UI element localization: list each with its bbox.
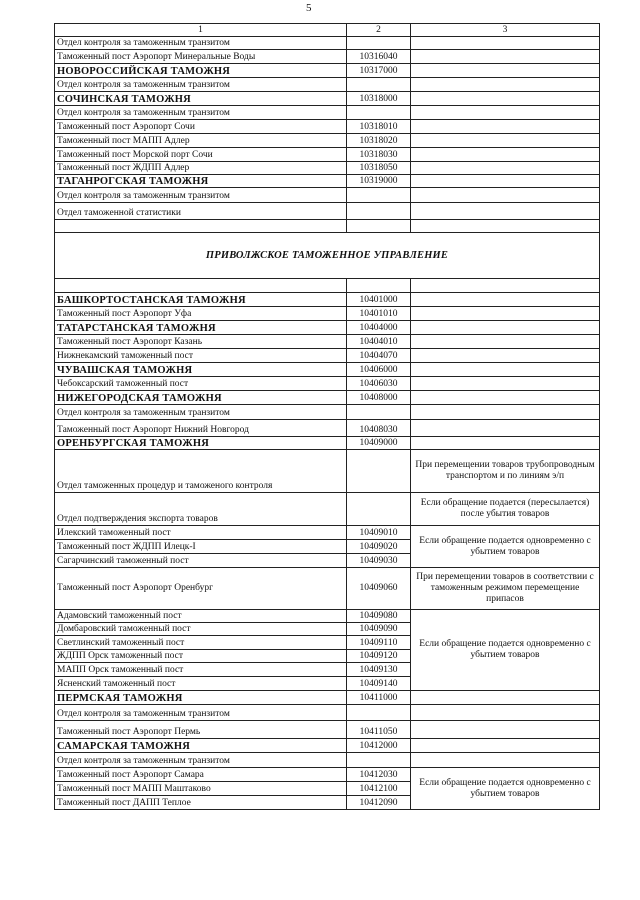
note-cell [411, 691, 600, 705]
table-row [55, 377, 600, 391]
office-name [55, 220, 347, 233]
office-name: Отдел контроля за таможенным транзитом [55, 37, 347, 50]
table-row [55, 220, 600, 233]
office-code: 10318000 [347, 92, 411, 106]
note-cell [411, 363, 600, 377]
table-row [55, 739, 600, 753]
office-name: ЧУВАШСКАЯ ТАМОЖНЯ [55, 363, 347, 377]
office-name: ТАГАНРОГСКАЯ ТАМОЖНЯ [55, 175, 347, 188]
table-row [55, 391, 600, 405]
office-code [347, 753, 411, 768]
office-name: Светлинский таможенный пост [55, 636, 347, 650]
office-name: Таможенный пост Аэропорт Казань [55, 335, 347, 349]
table-row [55, 92, 600, 106]
office-name: НИЖЕГОРОДСКАЯ ТАМОЖНЯ [55, 391, 347, 405]
office-name: Отдел контроля за таможенным транзитом [55, 78, 347, 92]
note-cell [411, 92, 600, 106]
office-code: 10319000 [347, 175, 411, 188]
note-cell [411, 377, 600, 391]
table-row [55, 768, 600, 782]
office-code [347, 203, 411, 220]
office-code: 10409140 [347, 677, 411, 691]
office-code: 10412000 [347, 739, 411, 753]
office-code [347, 188, 411, 203]
table-row [55, 335, 600, 349]
note-cell [411, 335, 600, 349]
table-row [55, 321, 600, 335]
table-row [55, 526, 600, 540]
section-row [55, 233, 600, 279]
office-code: 10401010 [347, 307, 411, 321]
table-row [55, 307, 600, 321]
note-cell [411, 739, 600, 753]
table-row [55, 721, 600, 739]
office-name: Таможенный пост ЖДПП Илецк-I [55, 540, 347, 554]
office-name: Домбаровский таможенный пост [55, 623, 347, 636]
office-code: 10409000 [347, 437, 411, 450]
office-name: Таможенный пост ЖДПП Адлер [55, 162, 347, 175]
note-cell [411, 106, 600, 120]
office-name: Таможенный пост Аэропорт Пермь [55, 721, 347, 739]
table-row [55, 279, 600, 293]
office-code [347, 493, 411, 526]
note-cell [411, 175, 600, 188]
office-code: 10408030 [347, 420, 411, 437]
office-code: 10409110 [347, 636, 411, 650]
note-cell [411, 37, 600, 50]
office-name: Отдел таможенной статистики [55, 203, 347, 220]
note-cell: Если обращение подается одновременно с убытием товаров [411, 526, 600, 568]
office-name: ОРЕНБУРГСКАЯ ТАМОЖНЯ [55, 437, 347, 450]
note-cell [411, 220, 600, 233]
office-name: Сагарчинский таможенный пост [55, 554, 347, 568]
note-cell [411, 279, 600, 293]
office-name: ЖДПП Орск таможенный пост [55, 650, 347, 663]
note-cell [411, 705, 600, 721]
office-code [347, 37, 411, 50]
office-name: Таможенный пост Аэропорт Оренбург [55, 568, 347, 610]
office-name: Отдел контроля за таможенным транзитом [55, 106, 347, 120]
office-code [347, 279, 411, 293]
office-code [347, 705, 411, 721]
table-row [55, 148, 600, 162]
note-cell [411, 162, 600, 175]
office-name: Чебоксарский таможенный пост [55, 377, 347, 391]
column-header-2: 2 [347, 24, 411, 37]
table-row [55, 493, 600, 526]
office-name: Таможенный пост Аэропорт Нижний Новгород [55, 420, 347, 437]
office-code: 10409080 [347, 610, 411, 623]
office-code: 10404000 [347, 321, 411, 335]
office-name: Таможенный пост МАПП Адлер [55, 134, 347, 148]
note-cell [411, 50, 600, 64]
office-name: Отдел контроля за таможенным транзитом [55, 405, 347, 420]
office-code: 10318020 [347, 134, 411, 148]
page-number: 5 [306, 2, 312, 14]
office-code: 10316040 [347, 50, 411, 64]
note-cell [411, 188, 600, 203]
office-code: 10412100 [347, 782, 411, 796]
note-cell [411, 721, 600, 739]
office-name: Адамовский таможенный пост [55, 610, 347, 623]
table-row [55, 437, 600, 450]
office-name: Таможенный пост Аэропорт Сочи [55, 120, 347, 134]
table-row [55, 363, 600, 377]
office-name: СОЧИНСКАЯ ТАМОЖНЯ [55, 92, 347, 106]
office-name: Отдел контроля за таможенным транзитом [55, 753, 347, 768]
office-code: 10318010 [347, 120, 411, 134]
note-cell [411, 349, 600, 363]
office-name: Отдел таможенных процедур и таможеного контроля [55, 450, 347, 493]
note-cell: Если обращение подается (пересылается) после убытия товаров [411, 493, 600, 526]
office-name: Отдел подтверждения экспорта товаров [55, 493, 347, 526]
table-row [55, 753, 600, 768]
office-code: 10409010 [347, 526, 411, 540]
note-cell [411, 293, 600, 307]
column-header-row [55, 24, 600, 37]
table-row [55, 691, 600, 705]
office-code: 10409130 [347, 663, 411, 677]
office-code: 10404010 [347, 335, 411, 349]
note-cell: При перемещении товаров трубопроводным транспортом и по линиям э/п [411, 450, 600, 493]
note-cell: Если обращение подается одновременно с убытием товаров [411, 768, 600, 810]
table-row [55, 50, 600, 64]
office-code: 10409030 [347, 554, 411, 568]
office-code: 10409120 [347, 650, 411, 663]
office-code: 10401000 [347, 293, 411, 307]
office-code: 10412030 [347, 768, 411, 782]
table-row [55, 420, 600, 437]
office-name: Таможенный пост ДАПП Теплое [55, 796, 347, 810]
office-name: НОВОРОССИЙСКАЯ ТАМОЖНЯ [55, 64, 347, 78]
office-code [347, 220, 411, 233]
note-cell [411, 203, 600, 220]
table-row [55, 568, 600, 610]
office-code: 10406030 [347, 377, 411, 391]
note-cell: При перемещении товаров в соответствии с таможенным режимом перемещение припасов [411, 568, 600, 610]
note-cell: Если обращение подается одновременно с убытием товаров [411, 610, 600, 691]
table-row [55, 405, 600, 420]
office-name: ПЕРМСКАЯ ТАМОЖНЯ [55, 691, 347, 705]
office-name: Илекский таможенный пост [55, 526, 347, 540]
table-row [55, 162, 600, 175]
note-cell [411, 391, 600, 405]
customs-offices-table [54, 23, 600, 810]
note-cell [411, 148, 600, 162]
office-name: Нижнекамский таможенный пост [55, 349, 347, 363]
office-code: 10412090 [347, 796, 411, 810]
office-code: 10404070 [347, 349, 411, 363]
note-cell [411, 420, 600, 437]
column-header-3: 3 [411, 24, 600, 37]
table-row [55, 37, 600, 50]
office-code: 10318050 [347, 162, 411, 175]
office-name [55, 279, 347, 293]
table-row [55, 134, 600, 148]
office-code: 10411050 [347, 721, 411, 739]
note-cell [411, 405, 600, 420]
office-code: 10411000 [347, 691, 411, 705]
office-name: БАШКОРТОСТАНСКАЯ ТАМОЖНЯ [55, 293, 347, 307]
office-code [347, 450, 411, 493]
note-cell [411, 307, 600, 321]
table-row [55, 349, 600, 363]
table-row [55, 705, 600, 721]
office-name: Ясненский таможенный пост [55, 677, 347, 691]
office-name: ТАТАРСТАНСКАЯ ТАМОЖНЯ [55, 321, 347, 335]
office-name: Отдел контроля за таможенным транзитом [55, 188, 347, 203]
note-cell [411, 134, 600, 148]
office-code [347, 405, 411, 420]
office-name: Отдел контроля за таможенным транзитом [55, 705, 347, 721]
office-code: 10406000 [347, 363, 411, 377]
section-title: ПРИВОЛЖСКОЕ ТАМОЖЕННОЕ УПРАВЛЕНИЕ [55, 233, 600, 279]
table-row [55, 106, 600, 120]
office-name: МАПП Орск таможенный пост [55, 663, 347, 677]
table-row [55, 64, 600, 78]
note-cell [411, 321, 600, 335]
office-name: САМАРСКАЯ ТАМОЖНЯ [55, 739, 347, 753]
office-code: 10408000 [347, 391, 411, 405]
table-row [55, 450, 600, 493]
office-name: Таможенный пост МАПП Маштаково [55, 782, 347, 796]
note-cell [411, 120, 600, 134]
office-name: Таможенный пост Аэропорт Самара [55, 768, 347, 782]
table-row [55, 203, 600, 220]
office-code: 10318030 [347, 148, 411, 162]
table-row [55, 293, 600, 307]
table-row [55, 120, 600, 134]
office-name: Таможенный пост Аэропорт Уфа [55, 307, 347, 321]
note-cell [411, 78, 600, 92]
column-header-1: 1 [55, 24, 347, 37]
office-code [347, 78, 411, 92]
office-code: 10409090 [347, 623, 411, 636]
table-row [55, 175, 600, 188]
table-row [55, 188, 600, 203]
office-code [347, 106, 411, 120]
office-name: Таможенный пост Аэропорт Минеральные Воды [55, 50, 347, 64]
table-row [55, 610, 600, 623]
note-cell [411, 64, 600, 78]
note-cell [411, 437, 600, 450]
office-code: 10409060 [347, 568, 411, 610]
office-code: 10317000 [347, 64, 411, 78]
note-cell [411, 753, 600, 768]
table-row [55, 78, 600, 92]
office-code: 10409020 [347, 540, 411, 554]
office-name: Таможенный пост Морской порт Сочи [55, 148, 347, 162]
